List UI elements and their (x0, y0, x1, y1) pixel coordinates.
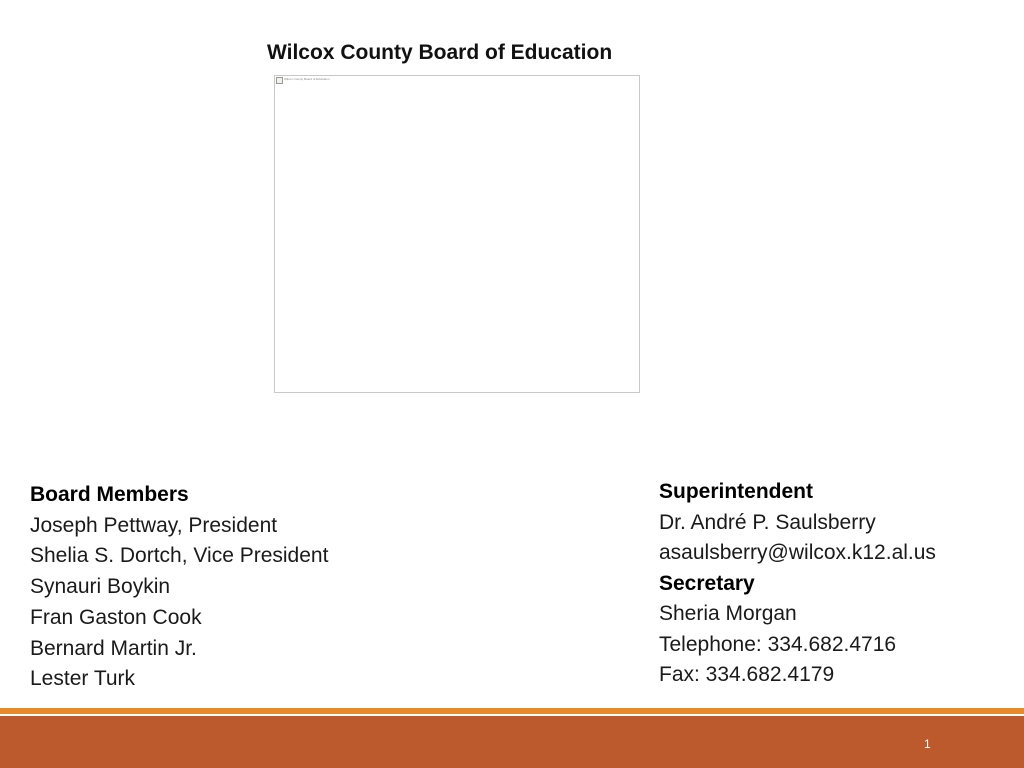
superintendent-email[interactable]: asaulsberry@wilcox.k12.al.us (659, 541, 936, 564)
contact-section (659, 477, 936, 691)
telephone: Telephone: 334.682.4716 (659, 632, 897, 656)
footer-bar (0, 716, 1024, 768)
board-member: Bernard Martin Jr. (30, 636, 197, 660)
superintendent-heading: Superintendent (659, 480, 814, 503)
board-member: Joseph Pettway, President (30, 513, 278, 537)
board-member: Fran Gaston Cook (30, 605, 202, 629)
fax: Fax: 334.682.4179 (659, 663, 835, 686)
board-member: Shelia S. Dortch, Vice President (30, 544, 329, 568)
board-member: Lester Turk (30, 667, 136, 691)
page-title: Wilcox County Board of Education (267, 41, 613, 64)
board-members-section (30, 480, 328, 695)
board-photo (274, 75, 640, 393)
page-number: 1 (924, 737, 931, 751)
board-member: Synauri Boykin (30, 575, 171, 599)
superintendent-name: Dr. André P. Saulsberry (659, 510, 876, 534)
broken-image-icon (276, 77, 283, 84)
image-alt-text: Wilcox County Board of Education (284, 77, 330, 81)
board-members-heading: Board Members (30, 483, 189, 506)
secretary-heading: Secretary (659, 571, 755, 595)
footer-accent-stripe (0, 708, 1024, 714)
secretary-name: Sheria Morgan (659, 602, 797, 625)
